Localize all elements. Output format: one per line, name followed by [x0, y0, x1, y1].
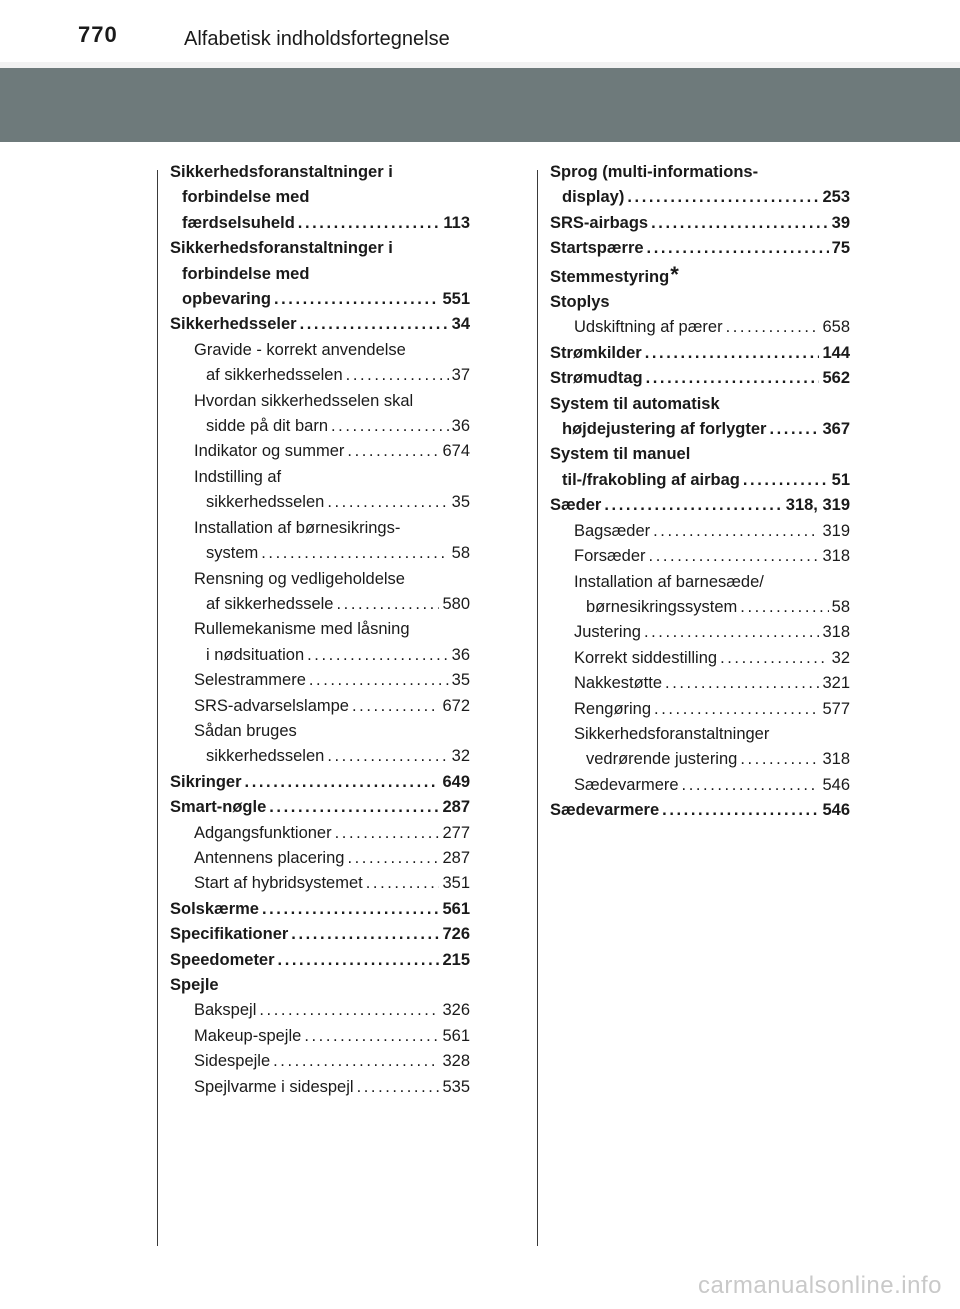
- page-reference: 672: [442, 696, 470, 715]
- entry-row: [574, 519, 850, 544]
- index-entry: [170, 948, 470, 973]
- dot-leader: [336, 592, 439, 617]
- dot-leader: [327, 490, 448, 515]
- page-reference: 287: [442, 798, 470, 817]
- index-subentry: [170, 668, 470, 693]
- page-reference: 277: [442, 823, 470, 842]
- index-entry: [170, 770, 470, 795]
- entry-row: [194, 439, 470, 464]
- entry-term: Sædevarmere: [574, 775, 679, 794]
- page-reference: 328: [442, 1052, 470, 1071]
- index-entry: [550, 290, 850, 315]
- index-entry: [170, 922, 470, 947]
- entry-term: Stemmestyring: [550, 267, 670, 286]
- page-reference: 535: [442, 1077, 470, 1096]
- entry-term: Indikator og summer: [194, 442, 345, 461]
- index-subentry: [170, 1049, 470, 1074]
- entry-row: [550, 366, 850, 391]
- page-reference: 36: [451, 417, 470, 436]
- index-subentry: [550, 773, 850, 798]
- entry-row: [194, 592, 470, 617]
- entry-term: Forsæder: [574, 547, 646, 566]
- entry-row: [194, 871, 470, 896]
- entry-row: [550, 211, 850, 236]
- index-subentry: [170, 389, 470, 440]
- entry-term: Selestrammere: [194, 671, 306, 690]
- entry-text-line: Gravide - korrekt anvendelse: [194, 340, 406, 359]
- dot-leader: [366, 871, 440, 896]
- page-reference: 319: [822, 521, 850, 540]
- entry-term: Solskærme: [170, 899, 259, 918]
- entry-row: [170, 795, 470, 820]
- page-reference: 561: [442, 899, 470, 918]
- header-band: [0, 68, 960, 142]
- dot-leader: [651, 211, 829, 236]
- watermark: carmanualsonline.info: [698, 1272, 942, 1299]
- page-reference: 318: [822, 623, 850, 642]
- entry-row: [194, 643, 470, 668]
- entry-text-line: forbindelse med: [182, 264, 310, 283]
- entry-term: Startspærre: [550, 239, 644, 258]
- entry-text-line: Sikkerhedsforanstaltninger: [574, 724, 770, 743]
- entry-term: Korrekt siddestilling: [574, 648, 718, 667]
- index-subentry: [170, 846, 470, 871]
- dot-leader: [647, 236, 829, 261]
- page-header: [0, 0, 960, 62]
- page-reference: 215: [442, 950, 470, 969]
- dot-leader: [261, 541, 448, 566]
- entry-row: [574, 697, 850, 722]
- entry-row: [574, 315, 850, 340]
- dot-leader: [665, 671, 819, 696]
- dot-leader: [682, 773, 820, 798]
- dot-leader: [347, 846, 439, 871]
- dot-leader: [309, 668, 449, 693]
- entry-row: [194, 694, 470, 719]
- dot-leader: [300, 312, 449, 337]
- page-reference: 36: [451, 645, 470, 664]
- dot-leader: [743, 468, 829, 493]
- entry-row: [574, 747, 850, 772]
- index-subentry: [550, 671, 850, 696]
- dot-leader: [720, 646, 829, 671]
- entry-row: [194, 541, 470, 566]
- page-reference: 318: [822, 750, 850, 769]
- entry-term: højdejustering af forlygter: [562, 420, 767, 439]
- index-entry: [550, 442, 850, 493]
- entry-term: af sikkerhedssele: [206, 594, 334, 613]
- page-reference: 35: [451, 493, 470, 512]
- entry-row: [550, 341, 850, 366]
- index-subentry: [170, 719, 470, 770]
- dot-leader: [653, 519, 819, 544]
- entry-term: Makeup-spejle: [194, 1026, 302, 1045]
- index-entry: [170, 236, 470, 312]
- index-entry: [550, 392, 850, 443]
- entry-row: [550, 468, 850, 493]
- dot-leader: [278, 948, 440, 973]
- entry-row: [170, 948, 470, 973]
- page-reference: 318: [822, 547, 850, 566]
- entry-row: [194, 414, 470, 439]
- entry-text-line: Hvordan sikkerhedsselen skal: [194, 391, 414, 410]
- dot-leader: [740, 595, 828, 620]
- index-subentry: [170, 998, 470, 1023]
- entry-row: [170, 287, 470, 312]
- page-reference: 318, 319: [785, 496, 850, 515]
- entry-term: Sæder: [550, 496, 602, 515]
- index-subentry: [170, 871, 470, 896]
- dot-leader: [291, 922, 439, 947]
- index-subentry: [170, 439, 470, 464]
- index-subentry: [170, 617, 470, 668]
- entry-term: Sikringer: [170, 772, 242, 791]
- page-reference: 34: [451, 315, 470, 334]
- entry-row: [194, 1075, 470, 1100]
- index-entry: [550, 798, 850, 823]
- entry-term: sikkerhedsselen: [206, 747, 325, 766]
- index-subentry: [170, 1024, 470, 1049]
- entry-row: [194, 998, 470, 1023]
- page-reference: 35: [451, 671, 470, 690]
- entry-text-line: forbindelse med: [182, 188, 310, 207]
- entry-text-line: System til automatisk: [550, 394, 720, 413]
- page-reference: 253: [822, 188, 850, 207]
- dot-leader: [645, 341, 820, 366]
- index-entry: [550, 493, 850, 518]
- page-reference: 39: [831, 213, 850, 232]
- index-subentry: [550, 722, 850, 773]
- dot-leader: [245, 770, 440, 795]
- index-entry: [550, 236, 850, 261]
- dot-leader: [347, 439, 439, 464]
- page-reference: 326: [442, 1001, 470, 1020]
- page-reference: 51: [831, 470, 850, 489]
- page-reference: 351: [442, 874, 470, 893]
- entry-text-line: Rensning og vedligeholdelse: [194, 569, 405, 588]
- dot-leader: [357, 1075, 440, 1100]
- entry-row: [194, 744, 470, 769]
- entry-term: Smart-nøgle: [170, 798, 267, 817]
- page-reference: 580: [442, 594, 470, 613]
- dot-leader: [646, 366, 820, 391]
- index-subentry: [550, 697, 850, 722]
- index-entry: [550, 160, 850, 211]
- entry-term: Spejlvarme i sidespejl: [194, 1077, 354, 1096]
- entry-text-line: Installation af børnesikrings-: [194, 518, 401, 537]
- entry-row: [170, 897, 470, 922]
- index-subentry: [550, 570, 850, 621]
- entry-term: Nakkestøtte: [574, 674, 663, 693]
- page-reference: 58: [831, 597, 850, 616]
- dot-leader: [769, 417, 819, 442]
- index-entry: [170, 160, 470, 236]
- dot-leader: [740, 747, 819, 772]
- entry-term: Stoplys: [550, 293, 610, 312]
- index-subentry: [170, 338, 470, 389]
- entry-term: færdselsuheld: [182, 213, 295, 232]
- dot-leader: [331, 414, 449, 439]
- dot-leader: [604, 493, 782, 518]
- page-reference: 58: [451, 544, 470, 563]
- entry-text-line: Sikkerhedsforanstaltninger i: [170, 239, 393, 258]
- entry-row: [194, 490, 470, 515]
- entry-row: [194, 1024, 470, 1049]
- index-subentry: [170, 1075, 470, 1100]
- entry-term: opbevaring: [182, 290, 271, 309]
- entry-term: sidde på dit barn: [206, 417, 329, 436]
- entry-text-line: Sprog (multi-informations-: [550, 163, 759, 181]
- page-reference: 75: [831, 239, 850, 258]
- entry-term: Sikkerhedsseler: [170, 315, 297, 334]
- entry-term: Strømkilder: [550, 343, 642, 362]
- dot-leader: [307, 643, 449, 668]
- dot-leader: [726, 315, 820, 340]
- entry-row: [170, 922, 470, 947]
- entry-text-line: Sikkerhedsforanstaltninger i: [170, 163, 393, 181]
- right-column-rule: [537, 170, 538, 1246]
- index-subentry: [550, 620, 850, 645]
- entry-row: [170, 973, 470, 998]
- dot-leader: [654, 697, 819, 722]
- page-reference: 37: [451, 366, 470, 385]
- entry-row: [550, 262, 850, 290]
- index-subentry: [170, 465, 470, 516]
- entry-term: SRS-advarselslampe: [194, 696, 349, 715]
- dot-leader: [269, 795, 439, 820]
- index-entry: [550, 211, 850, 236]
- entry-text-line: Installation af barnesæde/: [574, 572, 764, 591]
- entry-term: børnesikringssystem: [586, 597, 738, 616]
- entry-term: Specifikationer: [170, 925, 289, 944]
- entry-row: [574, 544, 850, 569]
- entry-row: [170, 770, 470, 795]
- page-number: 770: [78, 22, 118, 47]
- entry-term: i nødsituation: [206, 645, 305, 664]
- dot-leader: [327, 744, 448, 769]
- entry-row: [194, 1049, 470, 1074]
- page-reference: 32: [451, 747, 470, 766]
- entry-row: [574, 620, 850, 645]
- entry-row: [574, 671, 850, 696]
- entry-row: [550, 493, 850, 518]
- page-reference: 113: [443, 213, 470, 232]
- index-subentry: [550, 646, 850, 671]
- dot-leader: [262, 897, 440, 922]
- dot-leader: [304, 1024, 439, 1049]
- page-reference: 321: [822, 674, 850, 693]
- entry-term: sikkerhedsselen: [206, 493, 325, 512]
- entry-row: [194, 846, 470, 871]
- entry-row: [194, 363, 470, 388]
- index-subentry: [550, 519, 850, 544]
- entry-term: Adgangsfunktioner: [194, 823, 332, 842]
- entry-row: [170, 211, 470, 236]
- entry-text-line: Sådan bruges: [194, 721, 297, 740]
- index-entry: [170, 973, 470, 998]
- entry-term: Sidespejle: [194, 1052, 271, 1071]
- entry-term: SRS-airbags: [550, 213, 649, 232]
- entry-term: Bagsæder: [574, 521, 651, 540]
- entry-row: [550, 236, 850, 261]
- page-reference: 561: [442, 1026, 470, 1045]
- entry-row: [550, 798, 850, 823]
- page-reference: 367: [822, 420, 850, 439]
- page-reference: 144: [822, 343, 850, 362]
- page-reference: 32: [831, 648, 850, 667]
- entry-term: til-/frakobling af airbag: [562, 470, 740, 489]
- entry-term: Antennens placering: [194, 848, 345, 867]
- index-column-left: [170, 160, 470, 1100]
- dot-leader: [352, 694, 439, 719]
- index-subentry: [550, 544, 850, 569]
- dot-leader: [644, 620, 820, 645]
- entry-text-line: System til manuel: [550, 445, 691, 464]
- entry-term: af sikkerhedsselen: [206, 366, 343, 385]
- page-reference: 546: [822, 801, 850, 820]
- index-subentry: [170, 516, 470, 567]
- index-entry: [550, 366, 850, 391]
- dot-leader: [273, 1049, 439, 1074]
- entry-term: Sædevarmere: [550, 801, 660, 820]
- dot-leader: [627, 185, 819, 210]
- index-column-right: [550, 160, 850, 824]
- page-reference: 726: [442, 925, 470, 944]
- dot-leader: [259, 998, 439, 1023]
- entry-term: Rengøring: [574, 699, 652, 718]
- page-reference: 649: [442, 772, 470, 791]
- entry-term: vedrørende justering: [586, 750, 738, 769]
- index-subentry: [170, 821, 470, 846]
- entry-row: [194, 668, 470, 693]
- left-column-rule: [157, 170, 158, 1246]
- entry-row: [550, 290, 850, 315]
- dot-leader: [274, 287, 440, 312]
- page-reference: 658: [822, 318, 850, 337]
- index-entry: [550, 262, 850, 290]
- entry-term: Bakspejl: [194, 1001, 257, 1020]
- page-title: Alfabetisk indholdsfortegnelse: [184, 28, 450, 50]
- entry-term: Start af hybridsystemet: [194, 874, 363, 893]
- page-reference: 562: [822, 369, 850, 388]
- page-reference: 287: [442, 848, 470, 867]
- entry-row: [170, 312, 470, 337]
- index-entry: [170, 795, 470, 820]
- entry-row: [574, 773, 850, 798]
- page-reference: 577: [822, 699, 850, 718]
- entry-term: Speedometer: [170, 950, 275, 969]
- entry-row: [194, 821, 470, 846]
- entry-row: [550, 417, 850, 442]
- dot-leader: [298, 211, 441, 236]
- entry-row: [550, 185, 850, 210]
- index-subentry: [170, 567, 470, 618]
- index-subentry: [170, 694, 470, 719]
- page-reference: 551: [442, 290, 470, 309]
- page-reference: 546: [822, 775, 850, 794]
- entry-row: [574, 595, 850, 620]
- entry-row: [574, 646, 850, 671]
- entry-term: Strømudtag: [550, 369, 643, 388]
- entry-text-line: Indstilling af: [194, 467, 282, 486]
- dot-leader: [649, 544, 820, 569]
- entry-term: display): [562, 188, 625, 207]
- entry-term: Spejle: [170, 976, 219, 994]
- index-entry: [170, 897, 470, 922]
- index-entry: [170, 312, 470, 337]
- entry-term: Justering: [574, 623, 641, 642]
- dot-leader: [346, 363, 449, 388]
- dot-leader: [662, 798, 819, 823]
- index-subentry: [550, 315, 850, 340]
- dot-leader: [335, 821, 440, 846]
- index-entry: [550, 341, 850, 366]
- footnote-asterisk: *: [670, 261, 679, 287]
- entry-term: Udskiftning af pærer: [574, 318, 723, 337]
- entry-text-line: Rullemekanisme med låsning: [194, 620, 410, 639]
- page-reference: 674: [442, 442, 470, 461]
- entry-term: system: [206, 544, 259, 563]
